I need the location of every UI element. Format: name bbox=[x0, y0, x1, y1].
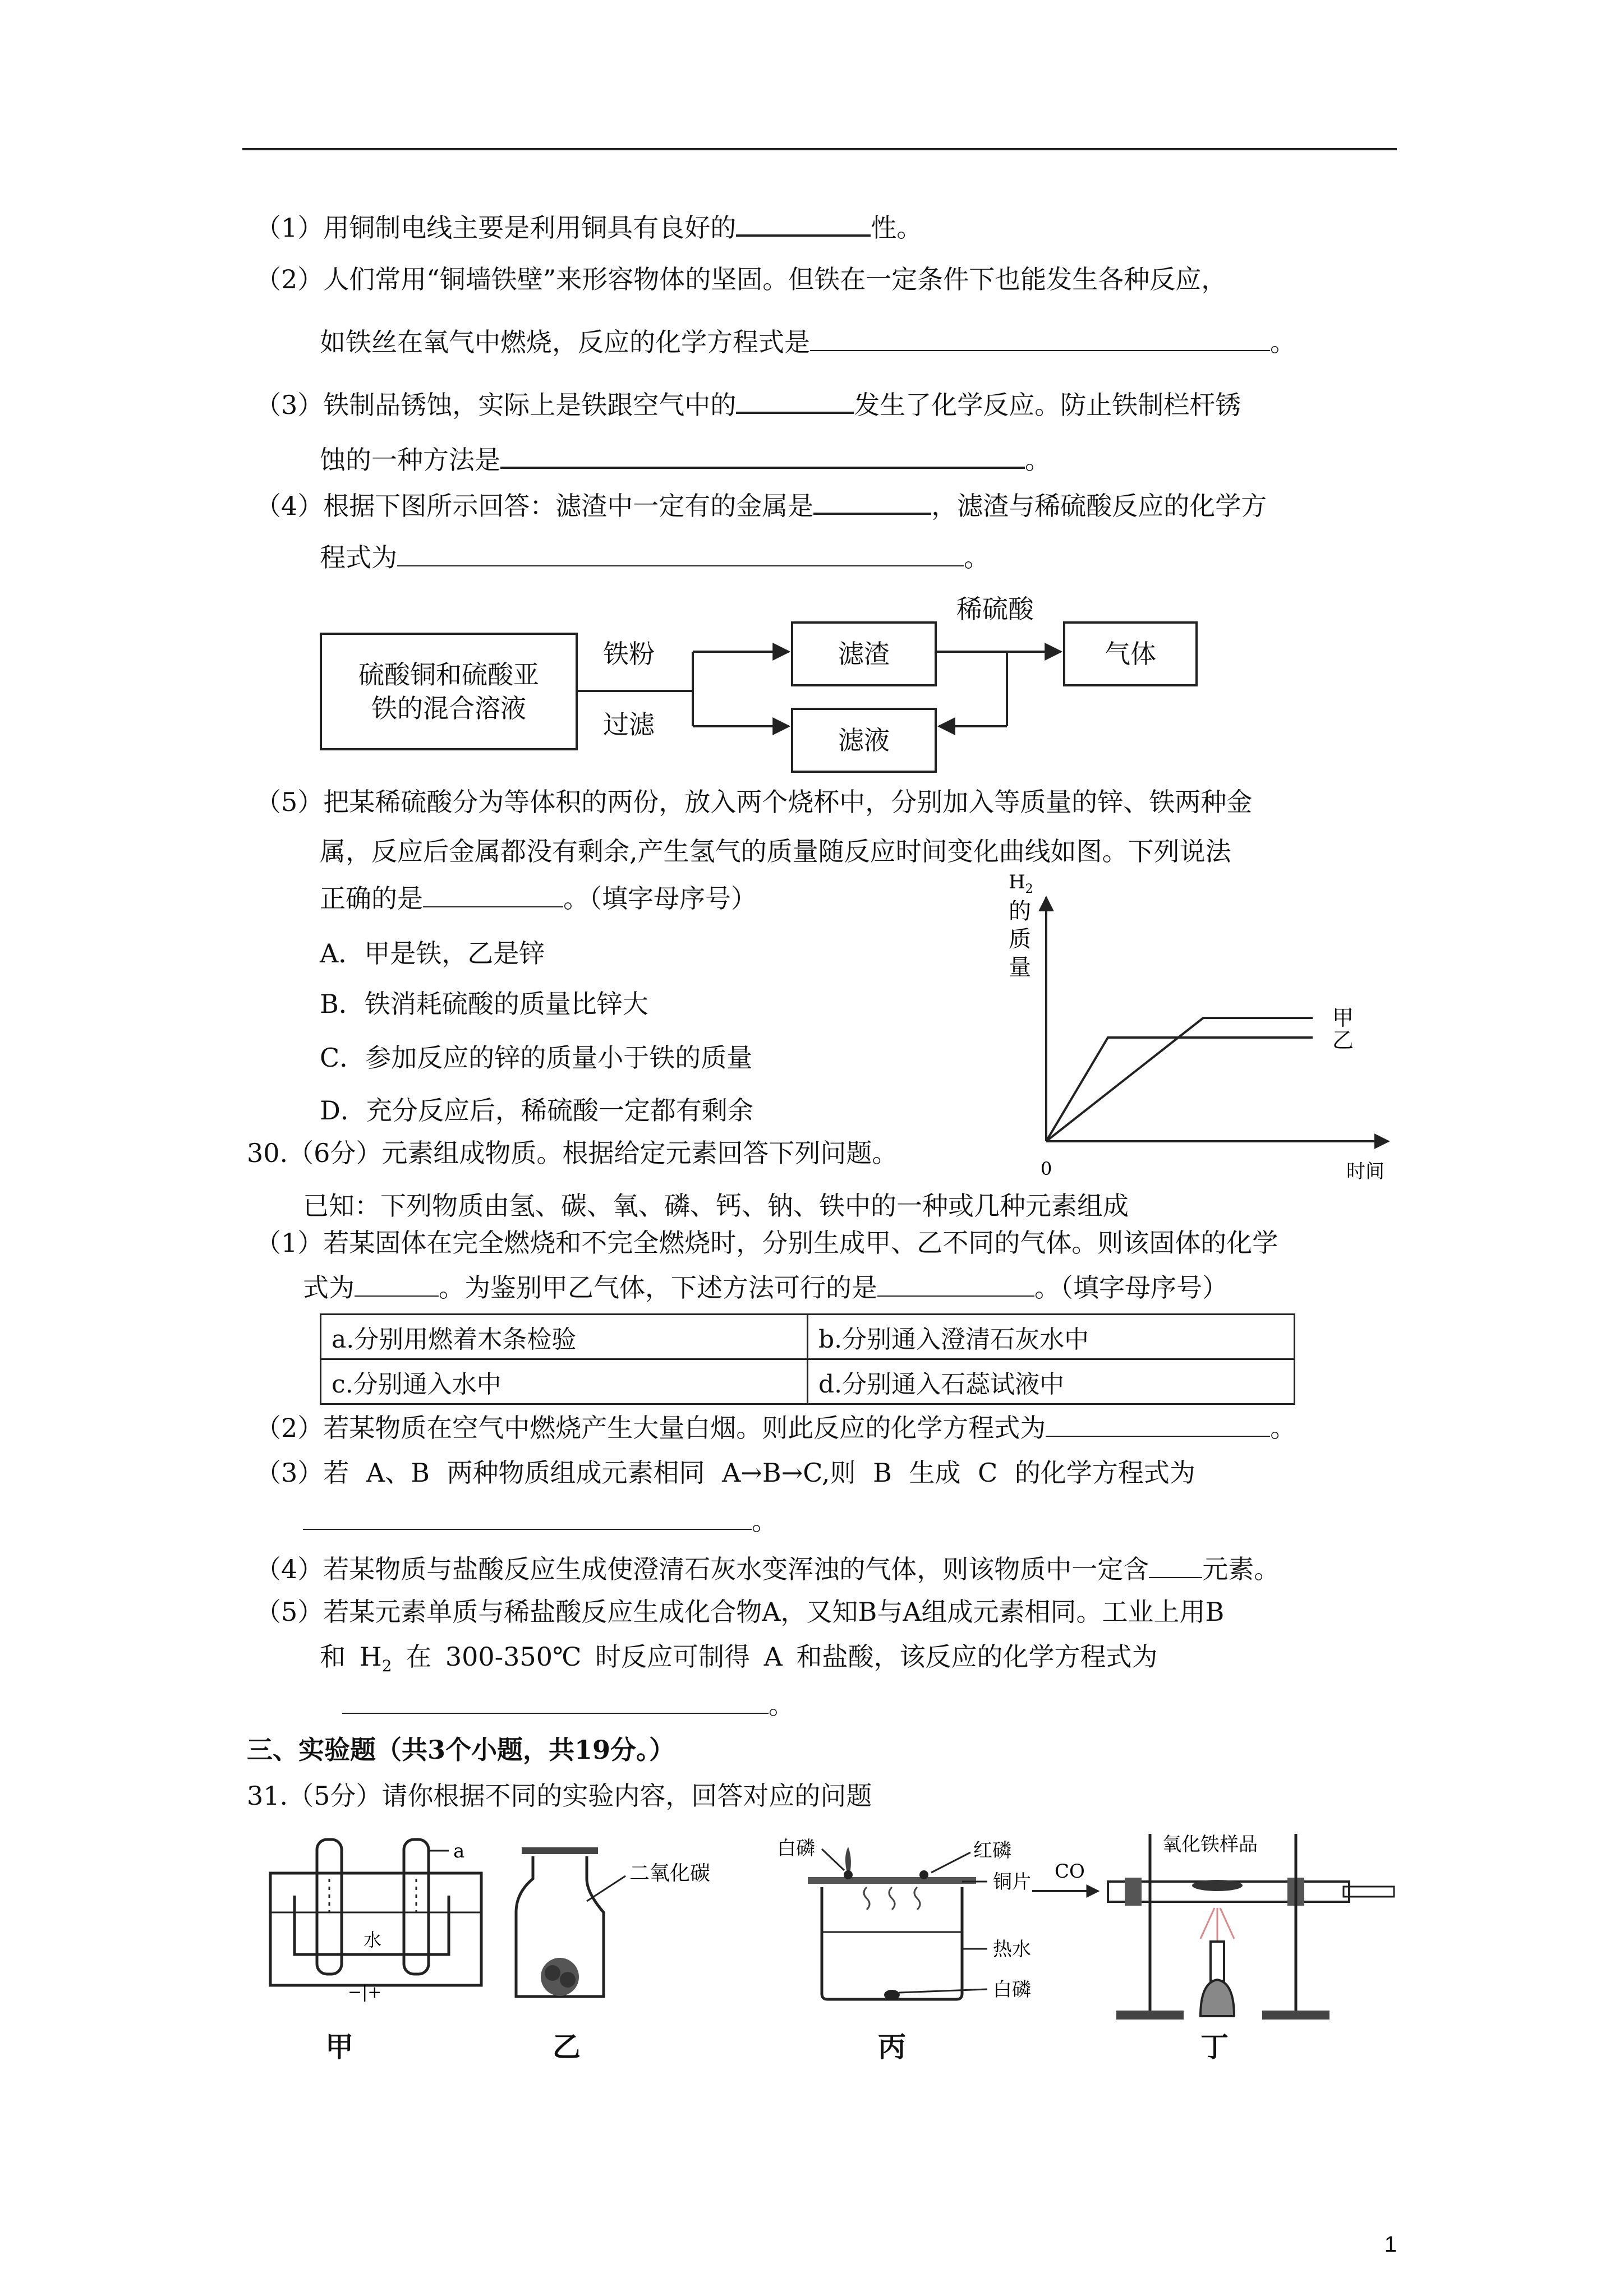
q30-part5-line3: 。 bbox=[342, 1687, 794, 1722]
option-c: C．参加反应的锌的质量小于铁的质量 bbox=[320, 1043, 753, 1073]
label-white-p-top: 白磷 bbox=[777, 1837, 815, 1860]
answer-blank[interactable] bbox=[342, 1687, 769, 1714]
label-iron-oxide-sample: 氧化铁样品 bbox=[1162, 1833, 1258, 1856]
label-water: 水 bbox=[364, 1929, 382, 1951]
q30-part1-line1: （1）若某固体在完全燃烧和不完全燃烧时，分别生成甲、乙不同的气体。则该固体的化学 bbox=[255, 1228, 1278, 1258]
h2-mass-graph bbox=[993, 871, 1397, 1183]
fig-jia-label: 甲 bbox=[325, 2030, 353, 2063]
q30-part3-line2: 。 bbox=[303, 1503, 778, 1538]
answer-blank[interactable] bbox=[877, 1270, 1034, 1297]
flow-gas-box: 气体 bbox=[1063, 621, 1198, 686]
answer-blank[interactable] bbox=[1149, 1551, 1202, 1578]
q29-part3-line2: 蚀的一种方法是 。 bbox=[320, 441, 1051, 477]
label-hot-water: 热水 bbox=[993, 1938, 1031, 1961]
label-red-p: 红磷 bbox=[973, 1839, 1011, 1862]
option-a: A．甲是铁，乙是锌 bbox=[320, 938, 545, 969]
answer-blank[interactable] bbox=[303, 1503, 752, 1530]
fig-bing-label: 丙 bbox=[878, 2030, 906, 2063]
flow-arrows bbox=[0, 0, 1624, 841]
x-axis-label: 时间 bbox=[1346, 1160, 1384, 1183]
svg-text:量: 量 bbox=[1009, 955, 1031, 980]
series-yi-label: 乙 bbox=[1332, 1028, 1354, 1053]
q29-part1: （1）用铜制电线主要是利用铜具有良好的 性。 bbox=[255, 209, 922, 245]
q30-known: 已知：下列物质由氢、碳、氧、磷、钙、钠、铁中的一种或几种元素组成 bbox=[303, 1191, 1129, 1221]
q30-heading: 30.（6分）元素组成物质。根据给定元素回答下列问题。 bbox=[247, 1138, 898, 1168]
flow-label-dilute-acid: 稀硫酸 bbox=[956, 594, 1034, 624]
flow-label-iron-powder: 铁粉 bbox=[603, 639, 655, 669]
page-number: 1 bbox=[1384, 2232, 1397, 2257]
option-cell-c: c.分别通入水中 bbox=[321, 1359, 808, 1404]
label-co2: 二氧化碳 bbox=[629, 1862, 711, 1885]
flow-label-filter: 过滤 bbox=[603, 709, 655, 740]
q30-part1-line2: 式为 。为鉴别甲乙气体，下述方法可行的是 。（填字母序号） bbox=[303, 1270, 1228, 1304]
q29-part3-line1: （3）铁制品锈蚀，实际上是铁跟空气中的 发生了化学反应。防止铁制栏杆锈 bbox=[255, 386, 1241, 422]
svg-text:H2: $H_2$ bbox=[1009, 871, 1033, 896]
q29-part2-line2: 如铁丝在氧气中燃烧，反应的化学方程式是 。 bbox=[320, 324, 1296, 359]
option-b: B．铁消耗硫酸的质量比锌大 bbox=[320, 989, 648, 1019]
label-a: a bbox=[453, 1840, 465, 1862]
q29-part4-line2: 程式为 。 bbox=[320, 540, 990, 574]
q30-part3-line1: （3）若 A、B 两种物质组成元素相同 A→B→C,则 B 生成 C 的化学方程式为 bbox=[255, 1458, 1195, 1488]
svg-text:质: 质 bbox=[1009, 926, 1031, 952]
series-yi-line bbox=[1046, 1038, 1313, 1141]
option-d: D．充分反应后，稀硫酸一定都有剩余 bbox=[320, 1095, 753, 1126]
option-cell-a: a.分别用燃着木条检验 bbox=[321, 1315, 808, 1359]
q30-part5-line1: （5）若某元素单质与稀盐酸反应生成化合物A，又知B与A组成元素相同。工业上用B bbox=[255, 1597, 1225, 1627]
flow-start-box: 硫酸铜和硫酸亚 铁的混合溶液 bbox=[320, 633, 578, 750]
option-cell-b: b.分别通入澄清石灰水中 bbox=[808, 1315, 1295, 1359]
fig-yi-jar bbox=[505, 1839, 740, 2008]
flow-residue-box: 滤渣 bbox=[791, 621, 937, 686]
q30-part4: （4）若某物质与盐酸反应生成使澄清石灰水变浑浊的气体，则该物质中一定含 元素。 bbox=[255, 1551, 1280, 1586]
fig-jia-electrolysis bbox=[264, 1834, 488, 2002]
q29-part5-line1: （5）把某稀硫酸分为等体积的两份，放入两个烧杯中，分别加入等质量的锌、铁两种金 bbox=[255, 787, 1253, 817]
q30-part2: （2）若某物质在空气中燃烧产生大量白烟。则此反应的化学方程式为 。 bbox=[255, 1410, 1296, 1445]
flow-filtrate-box: 滤液 bbox=[791, 708, 937, 773]
answer-blank[interactable] bbox=[423, 880, 563, 907]
q30-options-table bbox=[320, 1313, 1295, 1405]
q30-part5-line2: 和 $H_2$ 在 300-350℃ 时反应可制得 A 和盐酸，该反应的化学方程式为 bbox=[320, 1642, 1158, 1676]
q29-part5-line2: 属，反应后金属都没有剩余,产生氢气的质量随反应时间变化曲线如图。下列说法 bbox=[320, 836, 1231, 866]
fig-yi-label: 乙 bbox=[553, 2030, 581, 2063]
series-jia-label: 甲 bbox=[1332, 1006, 1354, 1030]
label-white-p-bottom: 白磷 bbox=[993, 1979, 1031, 2001]
q29-part2-line1: （2）人们常用“铜墙铁壁”来形容物体的坚固。但铁在一定条件下也能发生各种反应， bbox=[255, 264, 1227, 294]
label-poles: −|+ bbox=[348, 1983, 382, 2002]
fig-ding-apparatus bbox=[1032, 1823, 1397, 2025]
q31-heading: 31.（5分）请你根据不同的实验内容，回答对应的问题 bbox=[247, 1781, 872, 1811]
answer-blank[interactable] bbox=[355, 1270, 439, 1297]
svg-text:的: 的 bbox=[1009, 898, 1031, 924]
label-co: CO bbox=[1055, 1860, 1085, 1883]
q29-part5-line3: 正确的是 。（填字母序号） bbox=[320, 880, 757, 915]
origin-label: 0 bbox=[1041, 1158, 1052, 1179]
fig-ding-label: 丁 bbox=[1200, 2030, 1229, 2063]
option-cell-d: d.分别通入石蕊试液中 bbox=[808, 1359, 1295, 1404]
section-3-heading: 三、实验题（共3个小题，共19分。） bbox=[247, 1735, 675, 1765]
q29-part4-line1: （4）根据下图所示回答：滤渣中一定有的金属是 ，滤渣与稀硫酸反应的化学方 bbox=[255, 487, 1267, 523]
label-copper: 铜片 bbox=[993, 1871, 1031, 1893]
answer-blank[interactable] bbox=[1046, 1410, 1270, 1437]
